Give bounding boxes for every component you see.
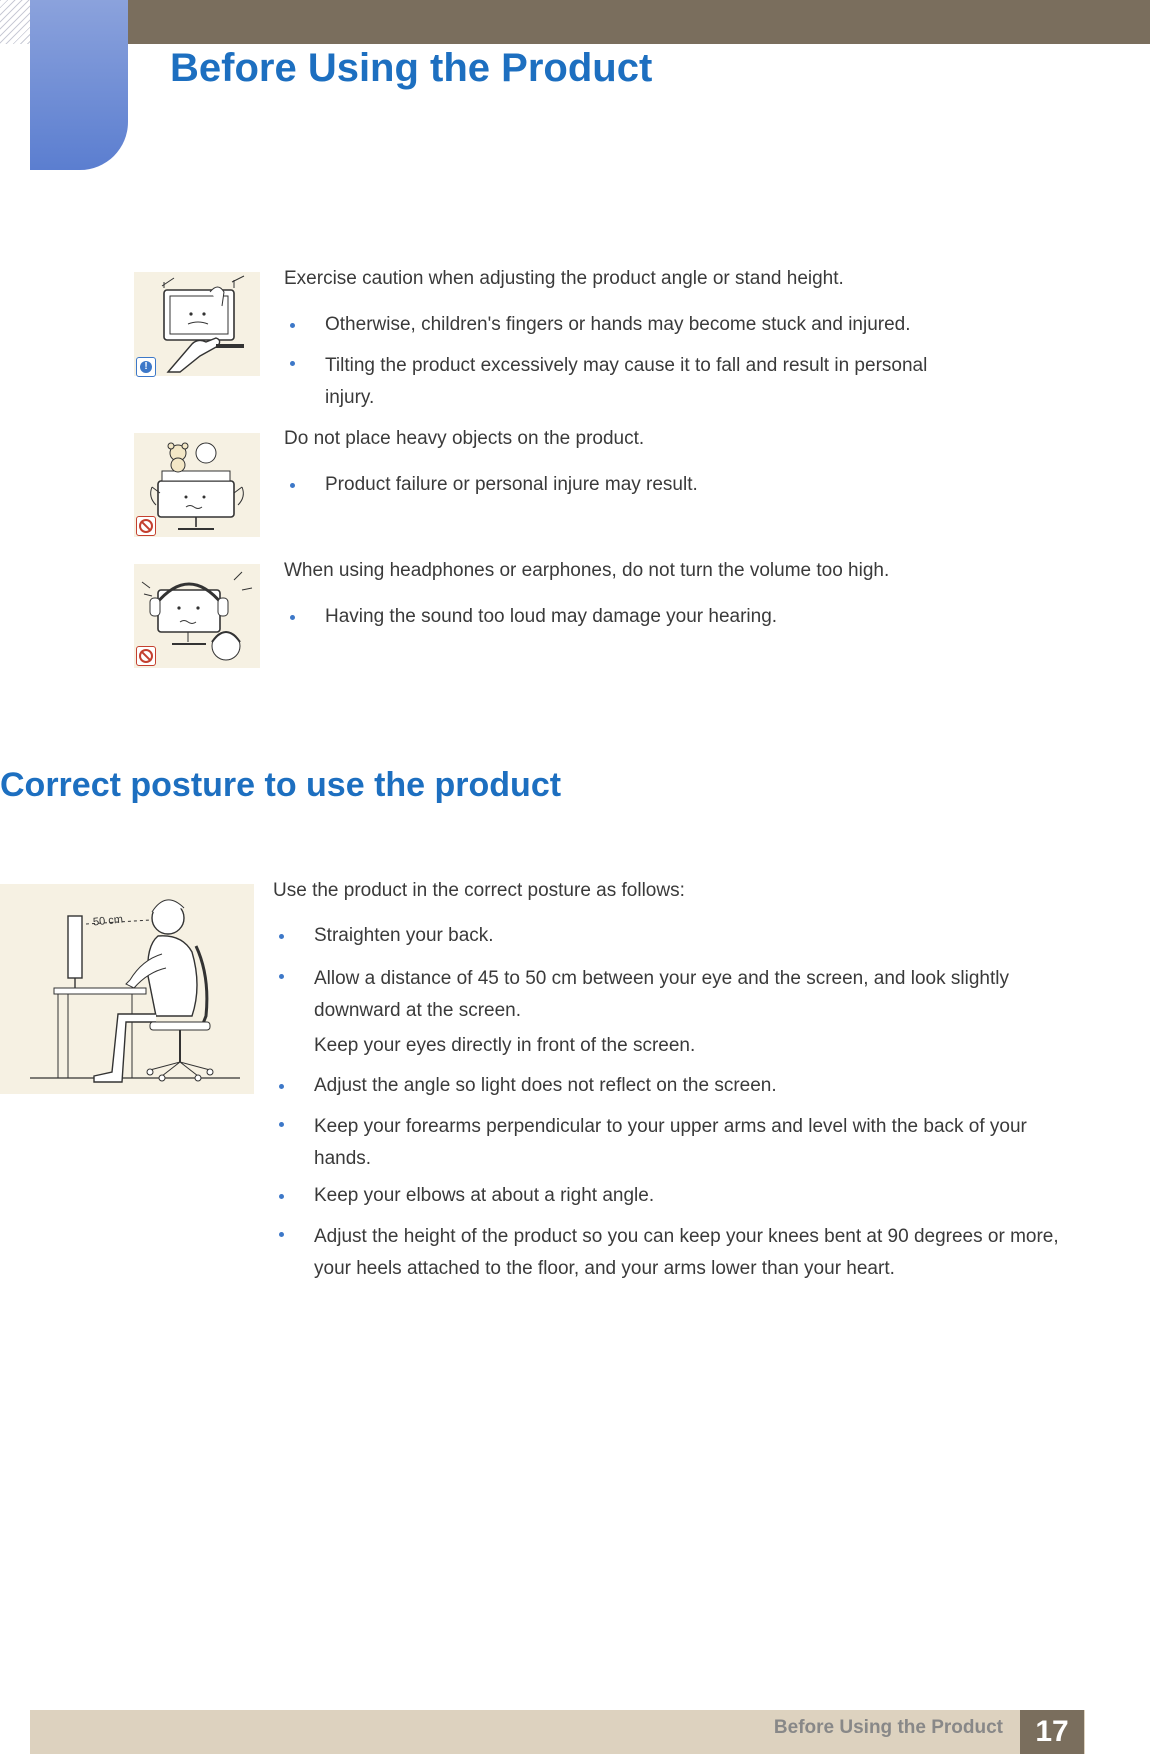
bullet-item: Adjust the angle so light does not reflect on the screen. [273, 1073, 1073, 1098]
caution-lead: When using headphones or earphones, do not turn the volume too high. [284, 560, 890, 581]
posture-lead: Use the product in the correct posture as follows: [273, 880, 685, 901]
bullet-item: Straighten your back. [273, 923, 1073, 948]
header-hatch [0, 0, 30, 44]
distance-label: 50 cm [92, 913, 124, 929]
footer-section-label: Before Using the Product [773, 1717, 1003, 1738]
bullet-item: Keep your elbows at about a right angle. [273, 1183, 1073, 1208]
chapter-tab [30, 0, 128, 170]
caution-lead: Exercise caution when adjusting the product angle or stand height. [284, 268, 844, 289]
caution-lead: Do not place heavy objects on the product. [284, 428, 645, 449]
section-title: Correct posture to use the product [0, 766, 562, 804]
posture-illustration [0, 884, 254, 1094]
posture-block [273, 878, 1073, 1285]
page-number: 17 [1020, 1710, 1084, 1754]
bullet-item: Otherwise, children's fingers or hands may become stuck and injured. [284, 312, 1014, 337]
bullet-item: Tilting the product excessively may cause it to fall and result in personal injury. [284, 350, 980, 414]
bullet-item: Product failure or personal injure may result. [284, 472, 1014, 497]
posture-note: Keep your eyes directly in front of the screen. [314, 1035, 696, 1056]
page-title: Before Using the Product [170, 46, 653, 90]
header-bar [0, 0, 1150, 44]
caution-icon: ! [136, 357, 156, 377]
bullet-item: Having the sound too loud may damage your hearing. [284, 604, 1014, 629]
bullet-item: Allow a distance of 45 to 50 cm between your eye and the screen, and look slightly downward at the screen. [273, 963, 1073, 1027]
bullet-item: Adjust the height of the product so you can keep your knees bent at 90 degrees or more, your heels attached to the floor, and your arms lower than your heart. [273, 1221, 1073, 1285]
caution-block-1 [284, 266, 1014, 414]
prohibited-icon [136, 646, 156, 666]
caution-block-3 [284, 558, 1014, 629]
prohibited-icon [136, 516, 156, 536]
bullet-item: Keep your forearms perpendicular to your upper arms and level with the back of your hands. [273, 1111, 1073, 1175]
caution-block-2 [284, 426, 1014, 497]
